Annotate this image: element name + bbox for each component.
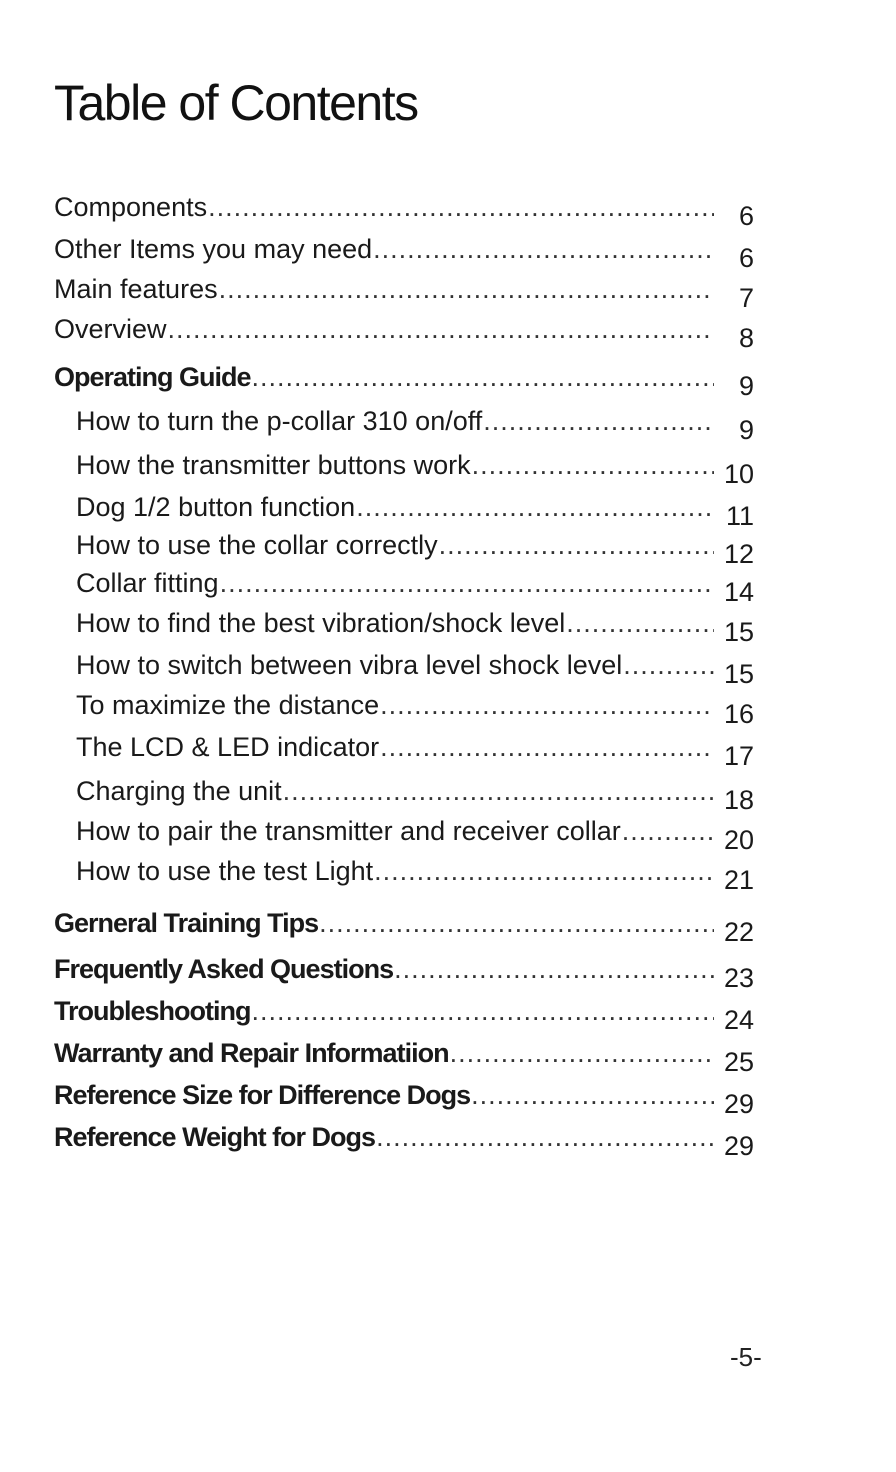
toc-entry-label: Frequently Asked Questions [54,954,394,984]
page-title: Table of Contents [54,75,418,131]
dot-leader [319,906,714,940]
toc-entry-label: The LCD & LED indicator [76,732,380,762]
toc-entry-warranty[interactable] [54,1036,754,1077]
dot-leader [220,566,714,600]
toc-entry-other-items[interactable] [54,232,754,273]
toc-entry-best-level[interactable] [76,606,754,647]
toc-entry-page: 6 [738,243,754,273]
dot-leader [380,730,714,764]
dot-leader [373,232,714,266]
toc-entry-page: 7 [738,283,754,313]
dot-leader [219,272,714,306]
toc-entry-page: 29 [723,1089,754,1119]
toc-entry-page: 21 [723,865,754,895]
toc-entry-components[interactable] [54,190,754,231]
toc-entry-main-features[interactable] [54,272,754,313]
toc-entry-page: 23 [723,963,754,993]
toc-entry-charging[interactable] [76,774,754,815]
dot-leader [472,448,714,482]
toc-entry-page: 12 [723,539,754,569]
toc-entry-reference-size[interactable] [54,1078,754,1119]
toc-entry-page: 18 [723,785,754,815]
toc-entry-label: Main features [54,274,218,304]
toc-entry-label: Dog 1/2 button function [76,492,356,522]
toc-entry-use-collar[interactable] [76,528,754,569]
toc-entry-label: How to use the test Light [76,856,374,886]
dot-leader [376,1120,714,1154]
toc-entry-page: 24 [723,1005,754,1035]
toc-entry-label: How the transmitter buttons work [76,450,471,480]
toc-entry-page: 10 [723,459,754,489]
toc-entry-page: 6 [738,201,754,231]
toc-entry-label: How to use the collar correctly [76,530,438,560]
toc-entry-maximize-distance[interactable] [76,688,754,729]
toc-entry-label: How to turn the p-collar 310 on/off [76,406,483,436]
toc-entry-page: 9 [738,415,754,445]
toc-entry-faq[interactable] [54,952,754,993]
toc-entry-transmitter-buttons[interactable] [76,448,754,489]
toc-entry-label: Reference Weight for Dogs [54,1122,376,1152]
toc-entry-page: 14 [723,577,754,607]
toc-entry-label: How to pair the transmitter and receiver collar [76,816,621,846]
toc-entry-label: Gerneral Training Tips [54,908,319,938]
page-number: -5- [730,1342,762,1372]
dot-leader [450,1036,714,1070]
toc-entry-lcd-led[interactable] [76,730,754,771]
dot-leader [356,490,714,524]
toc-entry-reference-weight[interactable] [54,1120,754,1161]
toc-entry-label: Reference Size for Difference Dogs [54,1080,471,1110]
dot-leader [380,688,714,722]
dot-leader [168,312,714,346]
toc-entry-operating-guide[interactable] [54,360,754,401]
toc-entry-label: Other Items you may need [54,234,373,264]
toc-entry-collar-fitting[interactable] [76,566,754,607]
toc-entry-page: 20 [723,825,754,855]
toc-entry-page: 9 [738,371,754,401]
toc-entry-turn-on-off[interactable] [76,404,754,445]
toc-entry-label: How to switch between vibra level shock level [76,650,623,680]
toc-entry-label: How to find the best vibration/shock level [76,608,566,638]
dot-leader [623,648,714,682]
toc-entry-page: 22 [723,917,754,947]
dot-leader [483,404,714,438]
toc-entry-label: Collar fitting [76,568,219,598]
dot-leader [471,1078,714,1112]
toc-entry-label: Charging the unit [76,776,282,806]
toc-entry-label: Warranty and Repair Informatiion [54,1038,449,1068]
toc-entry-training-tips[interactable] [54,906,754,947]
toc-entry-page: 8 [738,323,754,353]
dot-leader [251,994,714,1028]
toc-entry-dog-button[interactable] [76,490,754,531]
dot-leader [394,952,714,986]
toc-entry-pair[interactable] [76,814,754,855]
toc-entry-overview[interactable] [54,312,754,353]
toc-entry-test-light[interactable] [76,854,754,895]
dot-leader [622,814,714,848]
toc-entry-page: 16 [723,699,754,729]
dot-leader [208,190,714,224]
toc-entry-page: 25 [723,1047,754,1077]
toc-entry-page: 15 [723,617,754,647]
dot-leader [252,360,714,394]
toc-entry-label: To maximize the distance [76,690,380,720]
toc-entry-label: Overview [54,314,167,344]
toc-entry-troubleshooting[interactable] [54,994,754,1035]
dot-leader [566,606,714,640]
toc-entry-switch-level[interactable] [76,648,754,689]
toc-entry-label: Troubleshooting [54,996,251,1026]
dot-leader [439,528,714,562]
toc-entry-page: 15 [723,659,754,689]
toc-entry-label: Components [54,192,208,222]
toc-entry-page: 11 [725,501,754,531]
toc-entry-page: 29 [723,1131,754,1161]
dot-leader [283,774,714,808]
toc-entry-page: 17 [723,741,754,771]
dot-leader [374,854,714,888]
toc-entry-label: Operating Guide [54,362,251,392]
